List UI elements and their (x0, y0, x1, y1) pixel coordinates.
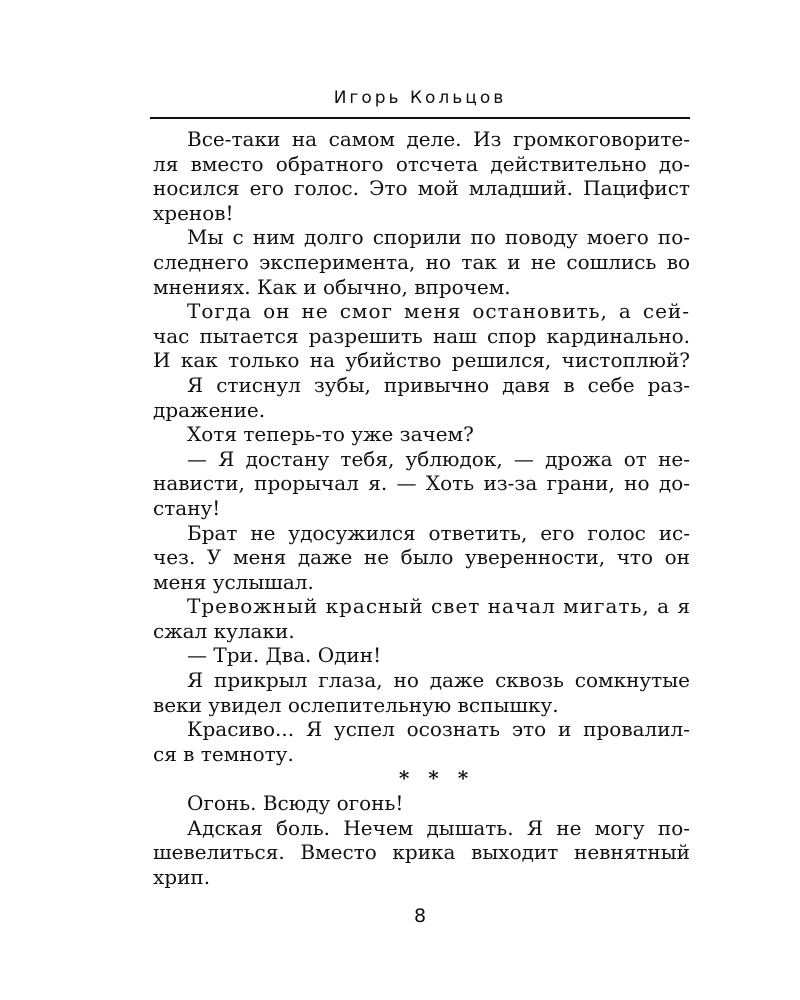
text-line: шевелиться. Вместо крика выходит невнятный (153, 840, 690, 865)
text-line: ля вместо обратного отсчета действительно до- (153, 151, 690, 176)
text-line: Мы с ним долго спорили по поводу моего по- (187, 225, 690, 250)
body-text (153, 127, 690, 889)
text-line: хрип. (153, 864, 211, 889)
text-line: Я стиснул зубы, привычно давя в себе раз- (187, 372, 690, 397)
text-line: чез. У меня даже не было уверенности, что он (153, 545, 690, 570)
text-line: стану! (153, 495, 221, 520)
text-line: дражение. (153, 397, 266, 422)
text-line: ся в темноту. (153, 741, 294, 766)
text-line: сжал кулаки. (153, 618, 295, 643)
text-line: мнениях. Как и обычно, впрочем. (153, 274, 511, 299)
text-line: меня услышал. (153, 569, 314, 594)
page-number: 8 (413, 905, 427, 927)
text-line: — Три. Два. Один! (187, 643, 382, 668)
text-line: хренов! (153, 200, 234, 225)
text-line: нависти, прорычал я. — Хоть из-за грани, но до- (153, 471, 690, 496)
section-break: * * * (398, 766, 475, 791)
text-line: Брат не удосужился ответить, его голос ис- (187, 520, 690, 545)
text-line: Тревожный красный свет начал мигать, а я (187, 594, 692, 619)
text-line: веки увидел ослепительную вспышку. (153, 692, 559, 717)
text-line: — Я достану тебя, ублюдок, — дрожа от не- (187, 446, 690, 471)
text-line: Хотя теперь-то уже зачем? (187, 422, 474, 447)
text-line: час пытается разрешить наш спор кардинально. (153, 323, 690, 348)
text-line: Адская боль. Нечем дышать. Я не могу по- (187, 815, 690, 840)
text-line: носился его голос. Это мой младший. Пацифист (153, 176, 690, 201)
running-header: Игорь Кольцов (333, 88, 507, 108)
header-rule (150, 117, 690, 119)
text-line: Красиво... Я успел осознать это и провалил- (187, 717, 690, 742)
text-line: Тогда он не смог меня остановить, а сей- (187, 299, 690, 324)
text-line: следнего эксперимента, но так и не сошлись во (153, 249, 690, 274)
text-line: И как только на убийство решился, чистоплюй? (153, 348, 690, 373)
text-line: Все-таки на самом деле. Из громкоговорите- (187, 127, 690, 151)
text-line: Я прикрыл глаза, но даже сквозь сомкнутые (187, 668, 690, 693)
text-line: Огонь. Всюду огонь! (187, 791, 404, 816)
